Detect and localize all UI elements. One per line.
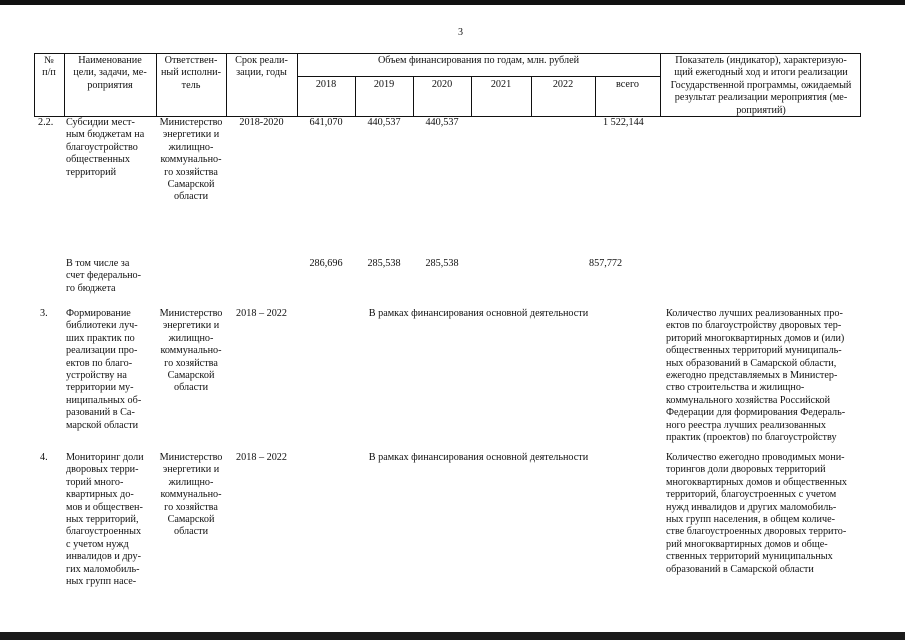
federal-value-2020: 285,538 <box>425 258 459 269</box>
row-4-num: 4. <box>40 452 48 463</box>
row-3-num: 3. <box>40 308 48 319</box>
federal-value-2018: 286,696 <box>309 258 343 269</box>
row-4-period: 2018 – 2022 <box>236 452 287 463</box>
header-year-2021: 2021 <box>490 79 512 90</box>
row-3-period: 2018 – 2022 <box>236 308 287 319</box>
top-border <box>0 0 905 5</box>
row-3-name: Формирование библиотеки луч- ших практик по реализации про- ектов по благо- устройству на территории му- ниципальных об- разований в Са- марской области <box>66 308 142 431</box>
page-number: 3 <box>458 27 463 38</box>
row-4-responsible: Министерство энергетики и жилищно- коммунально- го хозяйства Самарской области <box>159 452 223 538</box>
row-3-funding-note: В рамках финансирования основной деятельности <box>368 308 589 319</box>
row-3-indicator: Количество лучших реализованных про- ектов по благоустройству дворовых тер- риторий многоквартирных домов и (или) общественных территорий муниципаль- ных образований в Самарской области, ежегодно представляемых в Министер- ство строительства и жилищно- коммунального хозяйства Российской Федерации для формирования Федераль- ного реестра лучших реализованных практик (проектов) по благоустройству <box>666 308 846 444</box>
header-year-2022: 2022 <box>552 79 574 90</box>
header-year-2018: 2018 <box>315 79 337 90</box>
header-funding: Объем финансирования по годам, млн. рублей <box>377 55 580 66</box>
row-2-2-value-2018: 641,070 <box>309 117 343 128</box>
header-indicator: Показатель (индикатор), характеризую- щий ежегодный ход и итоги реализации Государственной программы, ожидаемый результат реализации мероприятия (ме- роприятий) <box>670 55 852 116</box>
row-2-2-name: Субсидии мест- ным бюджетам на благоустройство общественных территорий <box>66 117 145 178</box>
header-responsible: Ответствен- ный исполни- тель <box>160 55 222 91</box>
row-2-2-value-2020: 440,537 <box>425 117 459 128</box>
header-num: № п/п <box>42 55 56 79</box>
federal-budget-label: В том числе за счет федерально- го бюджета <box>66 258 142 294</box>
header-year-2019: 2019 <box>373 79 395 90</box>
header-year-2020: 2020 <box>431 79 453 90</box>
row-2-2-responsible: Министерство энергетики и жилищно- коммунально- го хозяйства Самарской области <box>159 117 223 203</box>
federal-total: 857,772 <box>589 258 623 269</box>
header-period: Срок реали- зации, годы <box>235 55 288 79</box>
row-4-funding-note: В рамках финансирования основной деятельности <box>368 452 589 463</box>
header-total: всего <box>616 79 639 90</box>
row-2-2-value-2019: 440,537 <box>367 117 401 128</box>
header-name: Наименование цели, задачи, ме- роприятия <box>73 55 147 91</box>
row-4-name: Мониторинг доли дворовых терри- торий много- квартирных до- мов и обществен- ных территорий, благоустроенных с учетом нужд инвалидов и дру- гих маломобиль- ных групп насе- <box>66 452 144 588</box>
bottom-border <box>0 632 905 640</box>
row-2-2-total: 1 522,144 <box>603 117 644 128</box>
row-2-2-period: 2018-2020 <box>239 117 284 128</box>
row-3-responsible: Министерство энергетики и жилищно- коммунально- го хозяйства Самарской области <box>159 308 223 394</box>
row-4-indicator: Количество ежегодно проводимых мони- торингов доли дворовых территорий многоквартирных домов и общественных территорий, благоустроенных с учетом нужд инвалидов и других маломобиль- ных групп населения, в общем количе- стве благоустроенных дворовых террито- рий многоквартирных домов и обще- ственных территорий муниципальных образований в Самарской области <box>666 452 848 575</box>
row-2-2-num: 2.2. <box>38 117 54 128</box>
federal-value-2019: 285,538 <box>367 258 401 269</box>
